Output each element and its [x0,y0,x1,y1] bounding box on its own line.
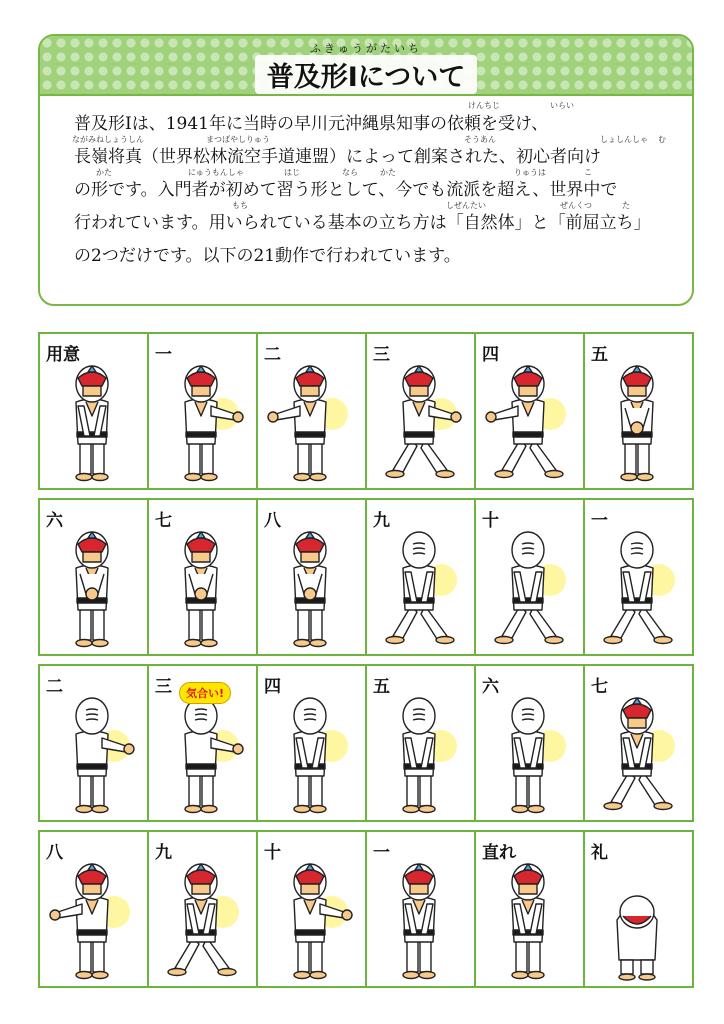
karate-figure-icon [585,850,690,986]
ruby-nyumonsha: にゅうもんしゃ [188,168,244,177]
ruby-kata: かた [96,168,112,177]
intro-line: の2つだけです。以下の21動作で行われています。 [74,246,461,266]
karate-figure-icon [258,352,363,488]
move-label: 三 [373,345,390,365]
ruby-zenkutsu: ぜんくつ [560,201,592,210]
karate-figure-icon [585,352,690,488]
intro-line: 行われています。用いられている基本の立ち方は「自然体」と「前屈立ち」 [74,213,651,233]
title-ruby: ふきゅうがたいち [310,42,422,55]
karate-figure-icon [258,684,363,820]
move-cell [40,832,149,986]
move-label: 四 [264,677,281,697]
kiai-callout: 気合い! [179,682,231,704]
move-cell [476,666,585,820]
intro-paragraph [74,108,672,273]
move-cell [40,500,149,654]
move-row-1 [38,332,694,490]
karate-figure-icon [149,518,254,654]
move-cell [149,500,258,654]
karate-figure-icon [367,518,472,654]
ruby-kenchiji: けんちじ [468,101,500,110]
karate-figure-icon [258,850,363,986]
move-label: 直れ [482,843,516,863]
ruby-haji: はじ [284,168,300,177]
move-label: 五 [591,345,608,365]
karate-figure-icon [585,518,690,654]
ruby-kata-2: かた [380,168,396,177]
move-label: 一 [155,345,172,365]
karate-figure-icon [258,518,363,654]
move-cell [585,334,692,488]
move-label: 八 [46,843,63,863]
karate-figure-icon [149,684,254,820]
ruby-irai: いらい [550,101,574,110]
move-cell [149,666,258,820]
move-cell [585,832,692,986]
move-label: 二 [264,345,281,365]
move-row-3 [38,664,694,822]
ruby-shoshinsha: しょしんしゃ [600,135,648,144]
ruby-matsubayashi: まつばやしりゅう [206,135,270,144]
move-cell [149,334,258,488]
intro-line: の形です。入門者が初めて習う形として、今でも流派を超え、世界中で [74,180,618,200]
move-cell [40,334,149,488]
karate-figure-icon [40,352,145,488]
move-label: 一 [373,843,390,863]
move-label: 用意 [46,345,80,365]
karate-figure-icon [476,518,581,654]
move-cell [258,666,367,820]
move-label: 九 [373,511,390,531]
title-area [40,36,692,94]
karate-figure-icon [476,352,581,488]
move-cell [367,666,476,820]
karate-figure-icon [149,352,254,488]
karate-figure-icon [585,684,690,820]
move-label: 五 [373,677,390,697]
karate-figure-icon [476,684,581,820]
ruby-mochi: もち [232,201,248,210]
move-cell [258,832,367,986]
move-cell [367,832,476,986]
move-label: 一 [591,511,608,531]
karate-figure-icon [476,850,581,986]
move-label: 七 [155,511,172,531]
move-cell [258,334,367,488]
ruby-ryuha: りゅうは [514,168,546,177]
move-cell [258,500,367,654]
ruby-souan: そうあん [464,135,496,144]
ruby-shizentai: しぜんたい [446,201,486,210]
karate-figure-icon [40,518,145,654]
move-label: 六 [482,677,499,697]
karate-figure-icon [367,684,472,820]
move-cell [585,500,692,654]
karate-figure-icon [367,352,472,488]
move-label: 七 [591,677,608,697]
move-cell [585,666,692,820]
move-label: 十 [264,843,281,863]
move-cell [476,334,585,488]
karate-figure-icon [40,850,145,986]
intro-box [38,34,694,306]
page-title: 普及形Ⅰについて [255,55,478,94]
karate-figure-icon [40,684,145,820]
intro-line: 普及形Ⅰは、1941年に当時の早川元沖縄県知事の依頼を受け、 [74,114,549,134]
move-label: 八 [264,511,281,531]
ruby-nara: なら [342,168,358,177]
intro-line: 長嶺将真（世界松林流空手道連盟）によって創案された、初心者向け [74,147,601,167]
move-cell [367,500,476,654]
move-label: 四 [482,345,499,365]
move-label: 礼 [591,843,608,863]
ruby-ko: こ [584,168,592,177]
move-cell [149,832,258,986]
move-row-2 [38,498,694,656]
move-cell [476,500,585,654]
move-label: 九 [155,843,172,863]
ruby-nagamine: ながみねしょうしん [72,135,144,144]
move-label: 三 [155,677,172,697]
move-label: 十 [482,511,499,531]
karate-figure-icon [149,850,254,986]
ruby-mu: む [658,135,666,144]
move-cell [40,666,149,820]
move-cell [476,832,585,986]
ruby-ta: た [622,201,630,210]
move-row-4 [38,830,694,988]
move-label: 二 [46,677,63,697]
move-cell [367,334,476,488]
move-label: 六 [46,511,63,531]
karate-figure-icon [367,850,472,986]
